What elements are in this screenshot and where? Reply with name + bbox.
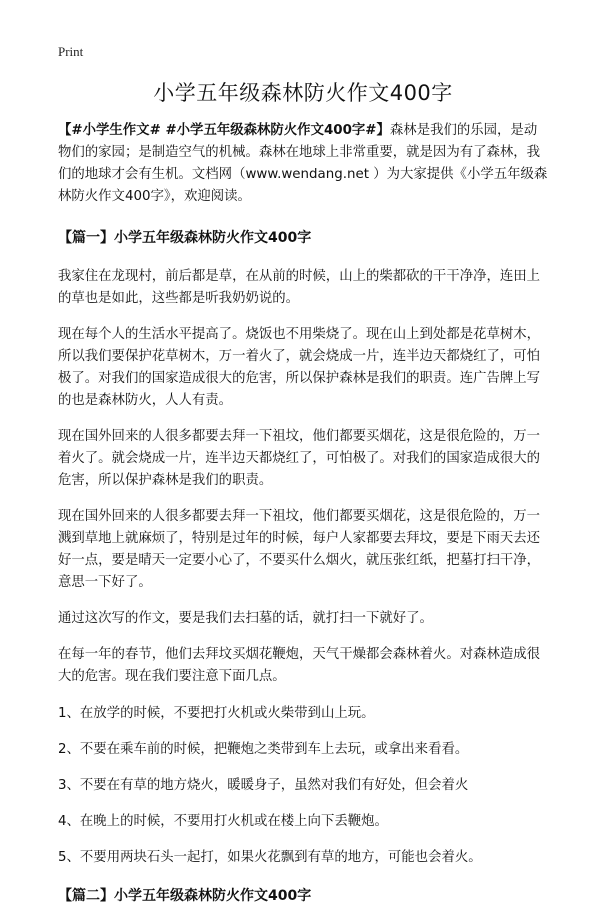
intro-tag: 【#小学生作文# #小学五年级森林防火作文400字#】 <box>58 123 390 138</box>
paragraph: 现在每个人的生活水平提高了。烧饭也不用柴烧了。现在山上到处都是花草树木，所以我们要保护花草树木，万一着火了，就会烧成一片，连半边天都烧红了，可怕极了。对我们的国家造成很大的危害，所以保护森林是我们的职责。连广告牌上写的也是森林防火，人人有责。 <box>58 327 541 408</box>
page-title: 小学五年级森林防火作文400字 <box>153 81 453 105</box>
intro-paragraph <box>58 120 548 208</box>
list-item: 3、不要在有草的地方烧火，暖暖身子，虽然对我们有好处，但会着火 <box>58 778 469 793</box>
paragraph: 现在国外回来的人很多都要去拜一下祖坟，他们都要买烟花，这是很危险的，万一着火了。就会烧成一片，连半边天都烧红了，可怕极了。对我们的国家造成很大的危害，所以保护森林是我们的职责。 <box>58 429 541 488</box>
section-heading-1: 【篇一】小学五年级森林防火作文400字 <box>58 230 312 246</box>
paragraph: 通过这次写的作文，要是我们去扫墓的话，就打扫一下就好了。 <box>58 611 433 626</box>
list-item: 4、在晚上的时候，不要用打火机或在楼上向下丢鞭炮。 <box>58 814 388 829</box>
paragraph: 我家住在龙现村，前后都是草，在从前的时候，山上的柴都砍的干干净净，连田上的草也是如此，这些都是听我奶奶说的。 <box>58 269 541 306</box>
list-item: 1、在放学的时候，不要把打火机或火柴带到山上玩。 <box>58 706 375 721</box>
print-label: Print <box>58 44 84 59</box>
list-item: 2、不要在乘车前的时候，把鞭炮之类带到车上去玩，或拿出来看看。 <box>58 742 469 757</box>
section-heading-2: 【篇二】小学五年级森林防火作文400字 <box>58 888 312 904</box>
intro-text: 森林是我们的乐园，是动物们的家园；是制造空气的机械。森林在地球上非常重要，就是因为有了森林，我们的地球才会有生机。文档网（www.wendang.net ）为大家提供《小学五年级森林防火作文400字》，欢迎阅读。 <box>58 123 548 204</box>
paragraph: 现在国外回来的人很多都要去拜一下祖坟，他们都要买烟花，这是很危险的，万一溅到草地上就麻烦了，特别是过年的时候，每户人家都要去拜坟，要是下雨天去还好一点，要是晴天一定要小心了，不要买什么烟火，就压张红纸，把墓打扫干净，意思一下好了。 <box>58 509 541 590</box>
paragraph: 在每一年的春节，他们去拜坟买烟花鞭炮，天气干燥都会森林着火。对森林造成很大的危害。现在我们要注意下面几点。 <box>58 647 541 684</box>
list-item: 5、不要用两块石头一起打，如果火花飘到有草的地方，可能也会着火。 <box>58 850 482 865</box>
